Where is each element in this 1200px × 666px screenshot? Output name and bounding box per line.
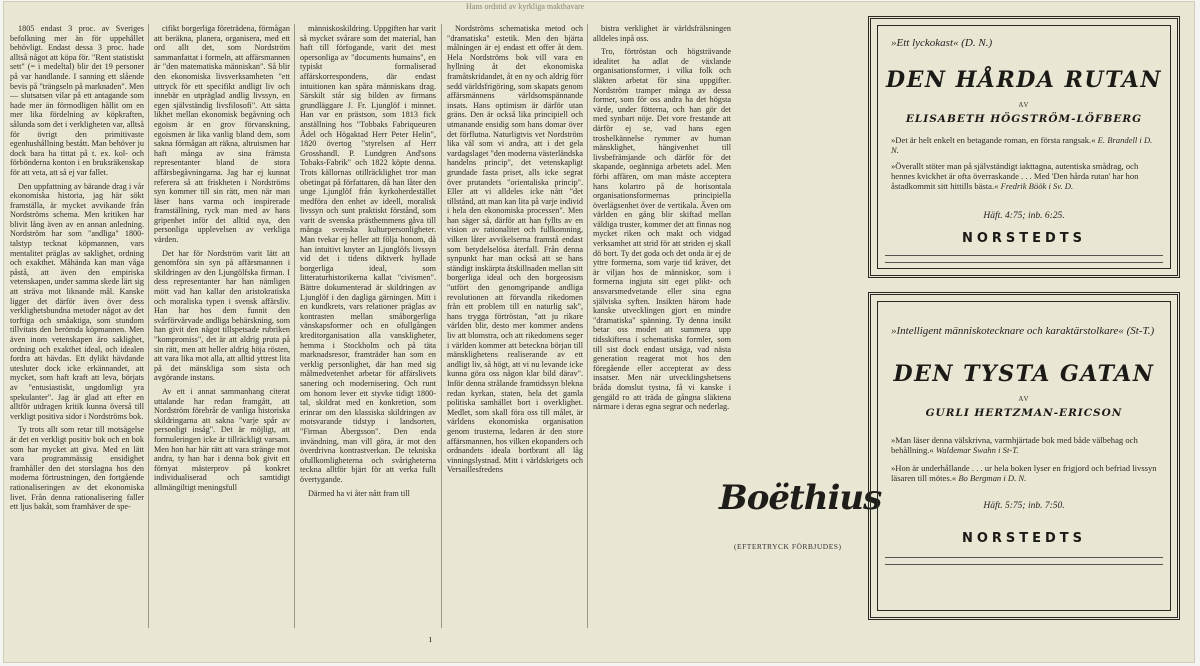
signature-name: Boëthius [719,478,882,518]
advert-price: Häft. 5:75; inb. 7:50. [983,501,1065,511]
quote-text: »Överallt stöter man på självständigt iakttagna, autentiska smådrag, och hennes kvickhet är ofta överraskande . . . Med 'Den hårda rutan' har hon åstadkommit sitt hittills bästa.« [891,161,1139,191]
advert-quote [891,161,1161,191]
advert-ornament [885,255,1163,263]
bottom-mark: ı [429,634,432,645]
paragraph: människoskildring. Uppgiften har varit så mycket svårare som det material, han haft till förfogande, varit det mest opersonliga av "documents humains", en typiskt formaliserad affärskorrespondens, där endast intuitionen kan spåra människans drag. Särskilt står sig bilden av firmans grundläggare J. Fr. Ljunglöf i minnet. Han var en prästson, som 1813 fick anställning hos "Tobbaks Fabriqueuren Ädel och Högaktad Herr Peter Helin", 1820 övertog "styrelsen af Herr Grosshandl. P. Lundgren And'sons Tobaks-Fabrik" och 1822 köpte denna. Trots källornas otillräcklighet tror man obetingat på författaren, då han låter den unge Ljunglöf från kyrkoherdestället medföra den enhet av ideell, moralisk livssyn och sunt praktiskt förstånd, som varit de svenska prästhemmens gåva till många svenska kulturpersonligheter. Man tvekar ej heller att följa honom, då han intuitivt knyter an Ljunglöfs livssyn vid det i tidens diktverk hyllade borgerliga ideal, som litteraturhistorikerna kallat "civismen". Bättre dokumenterad är skildringen av Ljunglöf i den dagliga gärningen. Mitt i en kundkrets, vars relationer präglas av kontrasten mellan småborgerliga vänskapsformer och en ofullgången kreditorganisation alla vanskligheter, hemma i Stockholm och på täta marknadsresor, framträder han som en verklig personlighet, där han med sig målmedvetenhet arbetar för affärslivets sanering och modernisering. Och runt om honom lever ett styvke tidigt 1800-tal, skildrat med en konkretion, som erinrar om den klassiska skildringen av motsvarande tidstyp i landsorten, "Firman Åbergsson". Den enda invändning, man vill göra, är mot den överdrivna kontrastverkan. De tekniska ofullkomligheterna och svårigheterna teckna alltför bjärt för att verka fullt övertygande. [300,24,436,484]
quote-text: »Man läser denna välskrivna, varmhjärtade bok med både välbehag och behållning.« [891,435,1138,455]
newspaper-clipping [4,2,1194,662]
bottom-strip [4,634,1194,662]
advert-kicker: »Intelligent människotecknare och karaktärstolkare« (St-T.) [891,325,1155,337]
paragraph: cifikt borgerliga företrädena, förmågan att beräkna, planera, organisera, med ett ord allt det, som Nordström sammanfattat i formeln, att affärsmannen är "den matematiska människan". Så blir den ekonomiska livsverksamheten "ett uttryck för ett specifikt andligt liv och innebär en utpräglad andlig livssyn, en egen självständig livsfilosofi". Att sätta likhet mellan ekonomisk begåvning och egoism är en grov förvanskning, egoismen är lika vanlig bland dem, som sakna förmågan att räkna, altruismen har haft många av sina främsta representanter bland de stora affärsbegåvningarna. Jag har ej kunnat referera så att friskheten i Nordströms syn kommer till sin rätt, men när man läser hans varma och inspirerade framställning, ryck man med av hans gripenhet inför det alltid nya, den personliga upplevelsen av verkliga värden. [154,24,290,245]
paragraph: Därmed ha vi åter nått fram till [308,488,410,498]
paragraph: Det har för Nordström varit lätt att genomföra sin syn på affärsmannen i skildringen av den Ljungölfska firman. I dess representanter har han nämligen mött vad han kallar den aristokratiska och moraliska typen i svensk affärsliv. Han har hos dem funnit den svårförvärvade andliga behärskning, som han givit den något tillspetsade rubriken "kompromiss", det är att aldrig pruta på sin rätt, men att heller aldrig höja rösten, att vara lika mot alla, att alltid yttrest lita på det mänskliga som sista och avgörande instans. [154,248,290,383]
advert-publisher: NORSTEDTS [961,531,1087,546]
author-signature [719,478,882,551]
paragraph: bistra verklighet är världsfrälsningen alldeles inpå oss. [593,24,731,43]
paragraph: Nordströms schematiska metod och "dramatiska" estetik. Men den bjärta målningen är ej endast ett offer åt dem. Hela Nordströms bok vill vara en hyllning åt det ekonomiska framåtskridandet, åt en ny och aldrig förr sedd världsfrigöring, som skapats genom affärsmännens världsomspännande insats. Hans optimism är därför utan gräns. Den är också lika principiell och utmanande ensidig som hans domar över det förflutna. Naturligtvis vet Nordström lika väl som vi andra, att i det gela vardagslaget "den moderna västerländska handelns princip", det vetenskapligt grundade fasta priset, alls icke segrat över prutandets "orientaliska princip". Eller att vi alldeles icke nått "det tillstånd, att man kan lita på varje individ i hela den ekonomiska processen". Men han säger så, därför att han fyllts av en vision av rationalitet och fullkomning, vilken låter avvikelserna framstå endast som betydelselösa återfall. Från denna synpunkt har man också att se hans ständigt inskärpta åtskillnaden mellan sitt borgerliga ideal och den borgeosism "utfört den genomgripande andliga revolutionen att förvandla rikedomen från ett problem till en naturlig sak", hans trygga förtröstan, "att ju rikare världen blir, desto mer kommer andens liv att blomstra, och att rikedomens seger i världen kommer att betecknа början till mänsklighetens realiserande av ett andligt liv, så högt, att vi nu levande icke kunna göra oss någon klar bild därav". Inför denna strålande framtidssyn bleknа redan kyrkan, staten, hela det gamla politiska samhället bort i overklighet. Medlet, som skall föra oss till målet, är världens ekonomiska organisation genom trusterna, ledaren är den store affärsmannen, hos vilken ekopanders och ordnandets ideala bortbrant all låg vinningslystnad. Mitt i världskrigets och Versaillesfredens [447,24,583,475]
article-column-1 [10,24,144,628]
advert-kicker: »Ett lyckokast« (D. N.) [891,37,993,49]
quote-text: »Det är helt enkelt en betagande roman, en första rangsak.« [891,135,1096,145]
column-rule [587,24,588,628]
column-rule [441,24,442,628]
paragraph: Ty trots allt som retar till motsägelse är det en verkligt positiv bok och en bok som har mycket att giva. Med en lätt vara programmässig ensidighet framhåller den det storslagna hos den moderna förtrustningen, den fortgående rationaliseringen av det ekonomiska livet. Från denna rationalisering faller ett ljus bakåt, som framhäver de spe- [10,425,144,512]
article-column-3 [300,24,436,628]
paragraph: Den uppfattning av bärande drag i vår ekonomiska historia, jag här sökt framställa, är mycket avvikande från Nordströms schema. Men kritiken har blivit lång även av en annan anledning. Nordström har som "andliga" 1800-talstyp tecknat köpmannen, vars mentalitet präglas av saklighet, ordning och exakthet. Måhända kan man våga påstå, att även den empiriska vetenskapen, under samma skede lärt sig att sträva mot liknande mål. Kanske ligger det därför även över dess verklighetsbundna metoder något av det torftiga och småaktiga, som stundom tillvitats den berömda köpmannen. Men även inom vetenskapen äro saklighet, ordning och exakthet ideal, och idealen fordra att hävdas. Ett dylikt hävdande utesluter dock icke erkännandet, att mycket, som haft kraft att leva, börjats av "entusiastiskt, ungdomligt yra spekulanter". Jag är glad att efter en alltför utdragen kritik kunna överså till verkligt positiva sidor i Nordströms bok. [10,181,144,421]
advert-price: Häft. 4:75; inb. 6:25. [983,211,1065,221]
advert-quote [891,435,1161,455]
advert-quote [891,135,1161,155]
column-rule [148,24,149,628]
paragraph: Av ett i annat sammanhang citerat uttalande har redan framgått, att Nordström förebrår de vanliga historiska skildringarna att sakna "varje spår av personligt insåg". Det är möjligt, att formuleringen icke är tillräckligt varsam. Men hon har här rätt att vara stränge mot andra, ty han har i denna bok givit ett förnyat mästerprov på konkret individualiserad och samtidigt allmängiltigt meningsfull [154,386,290,492]
article-column-5 [593,24,731,476]
advert-by: AV [1018,395,1030,403]
quote-source: Bo Bergman i D. N. [958,473,1027,483]
quote-text: »Hon är underhållande . . . ur hela boken lyser en frigjord och befriad livssyn läsaren till mötes.« [891,463,1157,483]
book-advert-1 [868,16,1180,278]
advert-title: DEN HÅRDA RUTAN [886,67,1162,93]
advert-author: GURLI HERTZMAN-ERICSON [925,407,1123,419]
advert-title: DEN TYSTA GATAN [893,361,1155,387]
reprint-notice: (EFTERTRYCK FÖRBJUDES) [734,542,842,551]
column-rule [294,24,295,628]
quote-source: Fredrik Böök i Sv. D. [1000,181,1074,191]
advert-ornament [885,557,1163,565]
paragraph: Tro, förtröstan och högsträvande idealitet ha adlat de växlande organisationsformer, i vilka folk och släkten arbetat för sina uppgifter. Nordström tramper många av dessa former, som för oss andra ha det högsta värde, under fötterna, och han gör det med synbart nöje. Det vore frestande att därför ej se, vad hans egen troshelkännelse rymmer av human mänsklighet, hängivenhet till livsbefrämjande och därför för det skapande, oegänniga arbetets adel. Men förbi affären, om man måste acceptera hans kolartro på de horisontala organisationsformernas principiella överlägsenhet över de vertikala. Även om världen en gång blir skiftad mellan väldiga truster, kommer det att finnas nog mycket riken och makt och vidgad verksamhet att strid för att striden ej skall dö bort. Ty det goda och det onda är ej de yttre formerna, som varje tid kräver, det är viljan hos de människor, som i formerna ingjuta sitt eget plikt- och ansvarsmedvetande eller sina egna själviska syften. Insikten härom hade kanske utvecklingen gjort en mindre "dramatiska" spänning. Ty denna insikt betar oss modet att summera upp tidsskiftena i schematiska formler, som till sist dock endast utsägа, vad nästa generation reagerat mot hos den föregående eller accepterat av dess insatser. Men när utvecklingshetsens bråda domslut tystna, få vi kanske i gengäld ro att träda de gångna släktena närmare i deras egna segrar och nederlag. [593,47,731,412]
advert-publisher: NORSTEDTS [961,231,1087,246]
quote-source: E. Brandell i D. N. [891,135,1153,155]
quote-source: Waldemar Swahn i St-T. [935,445,1019,455]
paragraph: 1805 endast 3 proc. av Sveriges befolkning mer än för uppehållet behövligt. Endast dessa 3 proc. hade alltså något att köpa för. "Rent statistiskt sett" (= i medeltal) blir det 19 personer på var handlande. I sanning ett slående bevis på "trängseln på marknaden". Men — slutsatsen vilar på ett antagande som hade mer än förmodligen hållit om en mer lika fördelning av köpkraften, sålunda som det i verkligheten var, alltså för övrigt den primitivaste egenhushållning bestått. Man behöver ju dock bara ha tittat på t. ex. kol- och förbönderna konton i en bruksräkenskap för att veta, att så ej var fallet. [10,24,144,177]
advert-quote [891,463,1161,483]
top-strip-text: Hans ordstid av kyrkliga makthavare [466,2,585,11]
advert-by: AV [1018,101,1030,109]
advert-author: ELISABETH HÖGSTRÖM-LÖFBERG [905,113,1143,125]
article-column-4 [447,24,583,628]
article-column-2 [154,24,290,628]
book-advert-2 [868,292,1180,620]
